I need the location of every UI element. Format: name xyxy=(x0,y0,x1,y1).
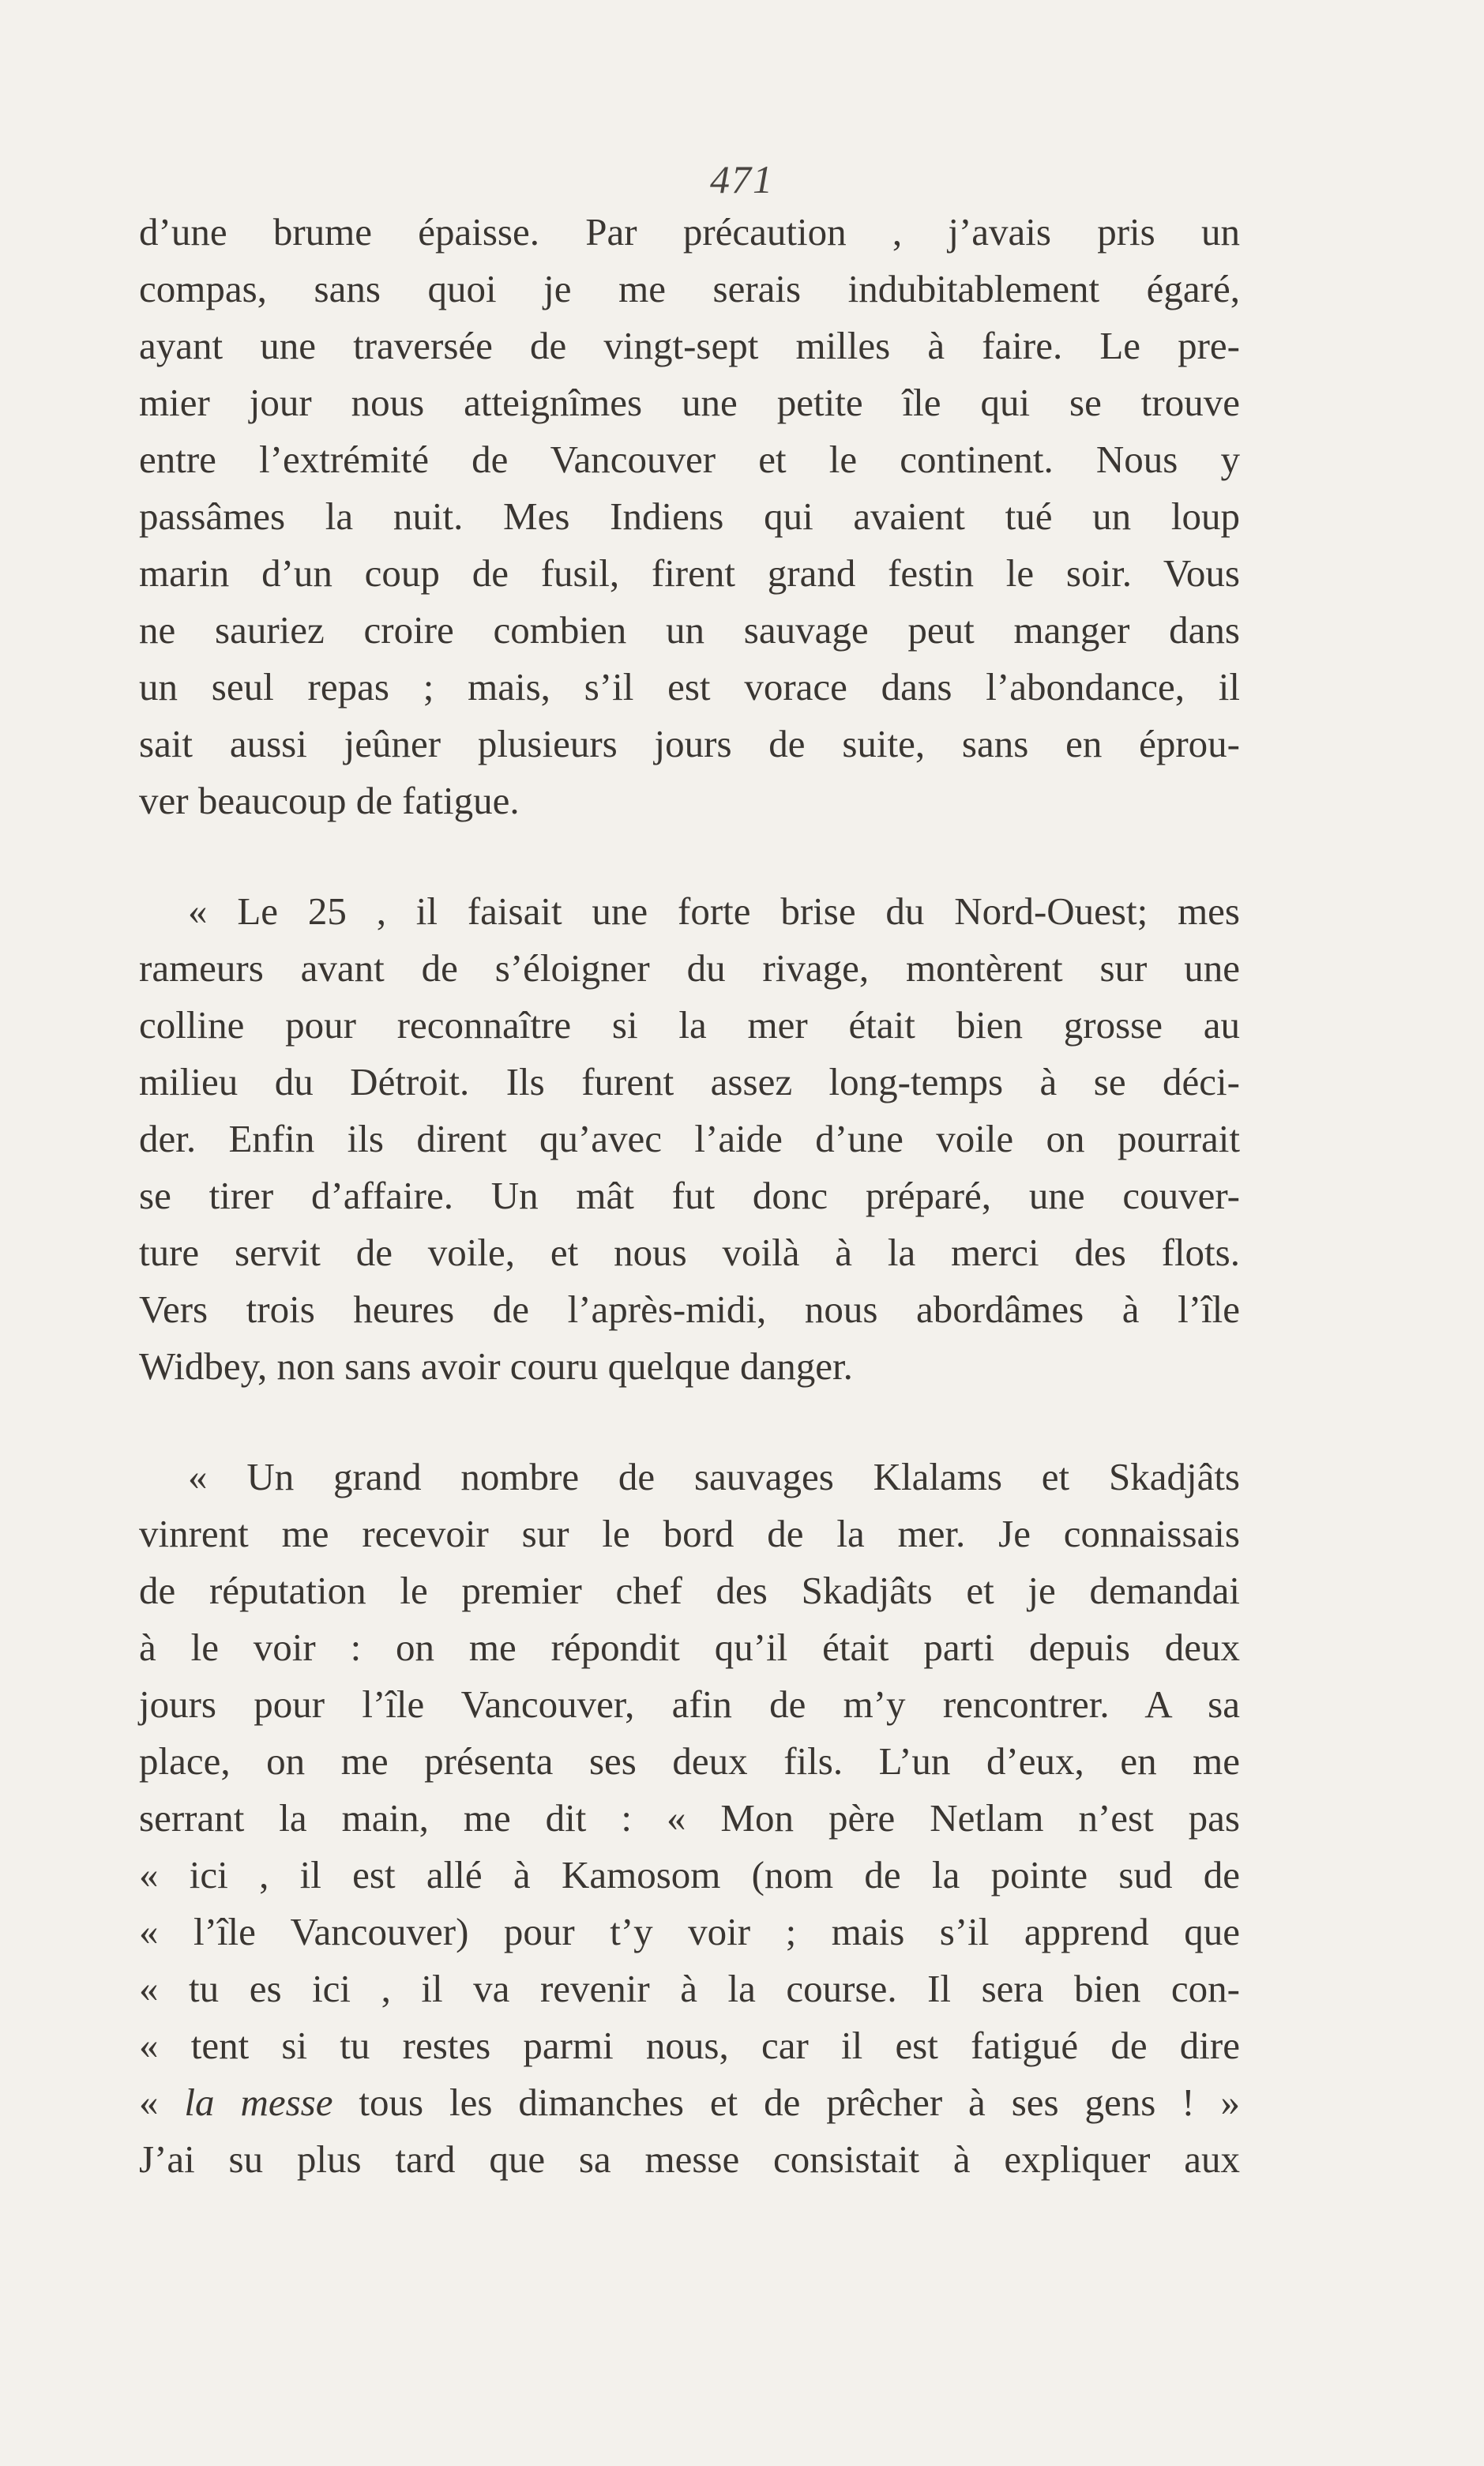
text-line: sait aussi jeûner plusieurs jours de suite, sans en éprou- xyxy=(139,722,1240,765)
text-line: « tent si tu restes parmi nous, car il est fatigué de dire xyxy=(139,2024,1240,2067)
text-line: J’ai su plus tard que sa messe consistait à expliquer aux xyxy=(139,2137,1240,2181)
text-line: vinrent me recevoir sur le bord de la mer. Je connaissais xyxy=(139,1512,1240,1555)
text-line: compas, sans quoi je me serais indubitablement égaré, xyxy=(139,267,1240,310)
text-line: ture servit de voile, et nous voilà à la merci des flots. xyxy=(139,1231,1240,1274)
text-line: ne sauriez croire combien un sauvage peut manger dans xyxy=(139,608,1240,652)
line-continuation: tous les dimanches et de prêcher à ses gens ! » xyxy=(332,2081,1241,2124)
text-line: serrant la main, me dit : « Mon père Netlam n’est pas xyxy=(139,1796,1240,1840)
text-line: « tu es ici , il va revenir à la course. Il sera bien con- xyxy=(139,1967,1240,2010)
body-text xyxy=(139,204,1240,2188)
text-line: un seul repas ; mais, s’il est vorace dans l’abondance, il xyxy=(139,665,1240,709)
text-line: de réputation le premier chef des Skadjâts et je demandai xyxy=(139,1569,1240,1612)
text-line: ver beaucoup de fatigue. xyxy=(139,779,520,822)
text-line: entre l’extrémité de Vancouver et le continent. Nous y xyxy=(139,438,1240,481)
text-line: Widbey, non sans avoir couru quelque danger. xyxy=(139,1344,853,1388)
text-line: « Un grand nombre de sauvages Klalams et Skadjâts xyxy=(188,1455,1240,1498)
text-line: place, on me présenta ses deux fils. L’un d’eux, en me xyxy=(139,1739,1240,1783)
italic-phrase: la messe xyxy=(184,2081,333,2124)
text-line: « Le 25 , il faisait une forte brise du Nord-Ouest; mes xyxy=(188,889,1240,933)
text-line: à le voir : on me répondit qu’il était parti depuis deux xyxy=(139,1626,1240,1669)
text-line: colline pour reconnaître si la mer était bien grosse au xyxy=(139,1003,1240,1047)
text-line: marin d’un coup de fusil, firent grand festin le soir. Vous xyxy=(139,551,1240,595)
text-line: der. Enfin ils dirent qu’avec l’aide d’une voile on pourrait xyxy=(139,1117,1240,1160)
text-line: se tirer d’affaire. Un mât fut donc préparé, une couver- xyxy=(139,1174,1240,1217)
text-line: ayant une traversée de vingt-sept milles à faire. Le pre- xyxy=(139,324,1240,367)
text-line: rameurs avant de s’éloigner du rivage, montèrent sur une xyxy=(139,946,1240,990)
text-line-with-italic xyxy=(139,2074,1240,2131)
text-line: « l’île Vancouver) pour t’y voir ; mais s’il apprend que xyxy=(139,1910,1240,1953)
page-number: 471 xyxy=(710,157,774,201)
paragraph-3 xyxy=(139,1449,1240,2188)
text-line: passâmes la nuit. Mes Indiens qui avaient tué un loup xyxy=(139,494,1240,538)
paragraph-1 xyxy=(139,204,1240,829)
text-line: « ici , il est allé à Kamosom (nom de la pointe sud de xyxy=(139,1853,1240,1896)
text-line: mier jour nous atteignîmes une petite île qui se trouve xyxy=(139,381,1240,424)
quote-mark: « xyxy=(139,2081,185,2124)
text-line: Vers trois heures de l’après-midi, nous abordâmes à l’île xyxy=(139,1288,1240,1331)
text-line: milieu du Détroit. Ils furent assez long-temps à se déci- xyxy=(139,1060,1240,1103)
text-line: jours pour l’île Vancouver, afin de m’y rencontrer. A sa xyxy=(139,1682,1240,1726)
paragraph-2 xyxy=(139,883,1240,1395)
text-line: d’une brume épaisse. Par précaution , j’avais pris un xyxy=(139,210,1240,254)
